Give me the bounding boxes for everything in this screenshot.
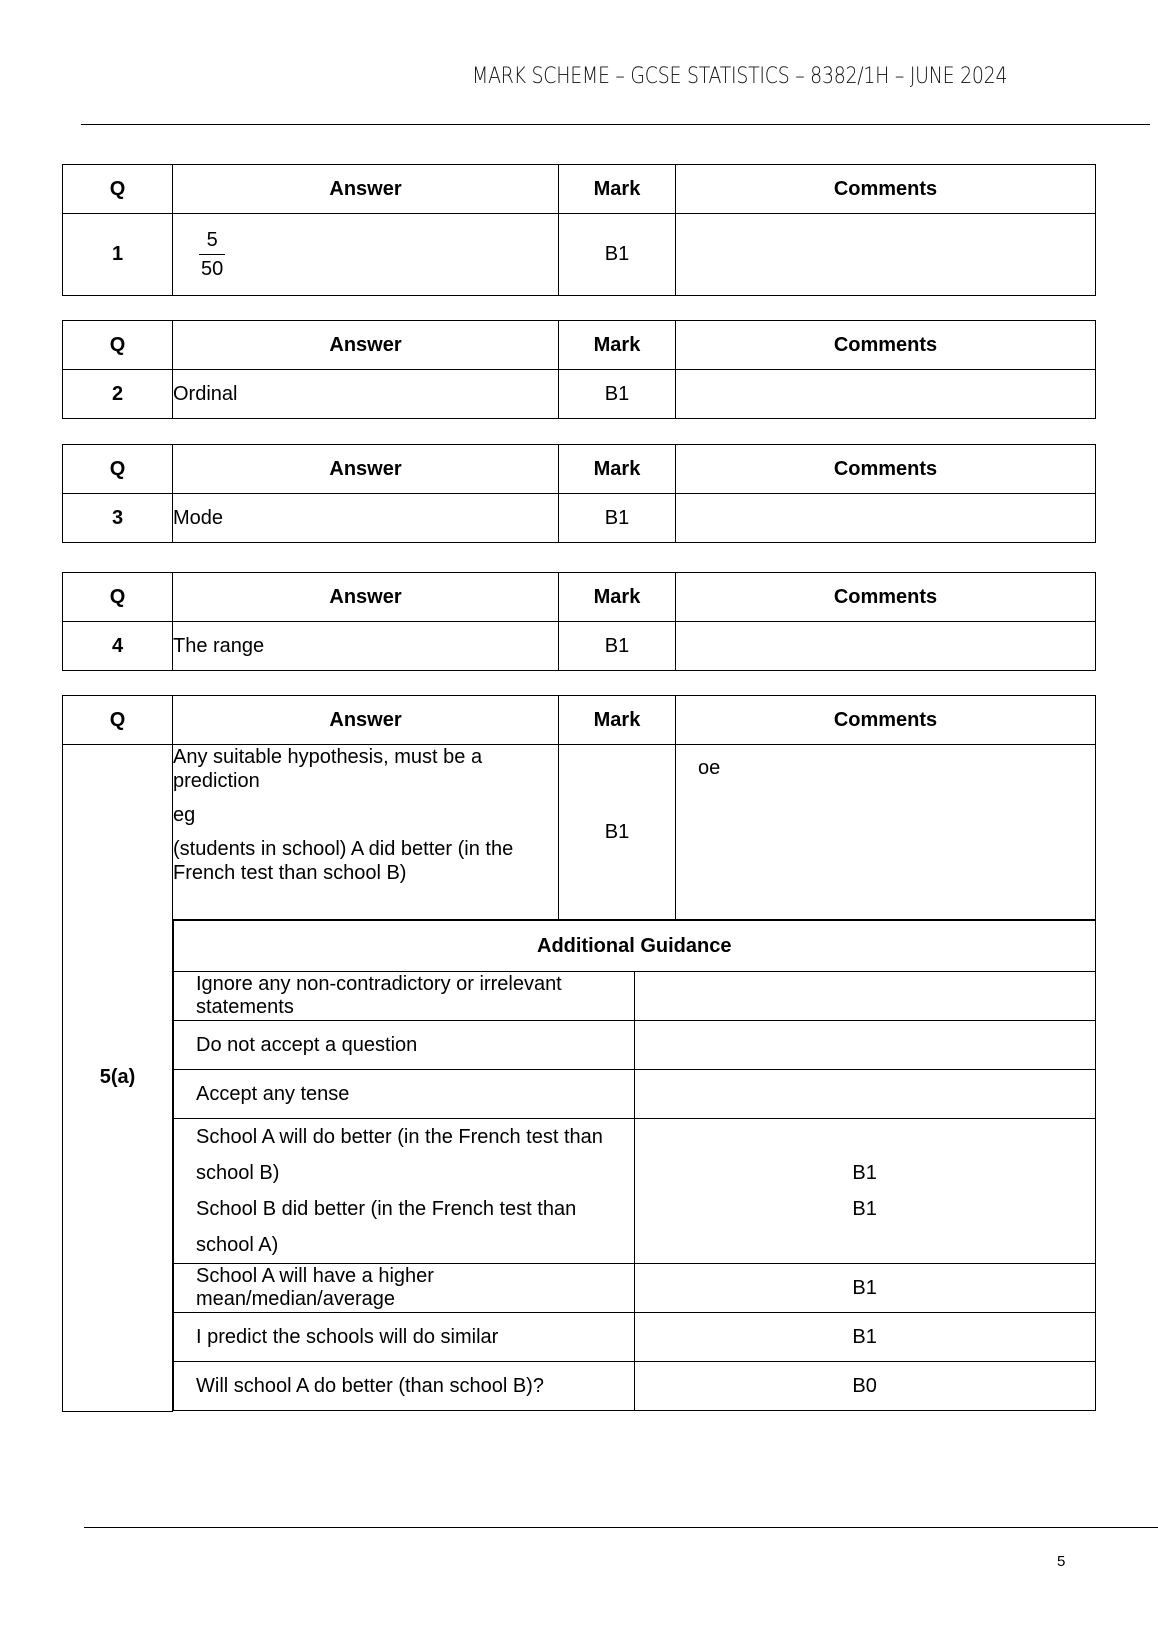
col-header-q: Q	[63, 573, 173, 622]
col-header-comments: Comments	[676, 321, 1096, 370]
answer-line: Any suitable hypothesis, must be a prediction	[173, 746, 483, 792]
col-header-mark: Mark	[559, 573, 676, 622]
col-header-comments: Comments	[676, 696, 1096, 745]
answer-line: (students in school) A did better (in the French test than school B)	[173, 838, 514, 884]
mark-cell: B1	[559, 745, 676, 920]
table-header-row	[63, 445, 1096, 494]
guidance-mark: B0	[634, 1362, 1095, 1411]
col-header-comments: Comments	[676, 445, 1096, 494]
answer-cell: Ordinal	[173, 370, 559, 419]
table-row	[63, 494, 1096, 543]
guidance-text: Ignore any non-contradictory or irrelevant statements	[174, 972, 635, 1021]
question-number: 3	[63, 494, 173, 543]
col-header-comments: Comments	[676, 573, 1096, 622]
page-number: 5	[1057, 1553, 1066, 1570]
comments-cell	[676, 622, 1096, 671]
col-header-answer: Answer	[173, 445, 559, 494]
guidance-mark: B1	[634, 1313, 1095, 1362]
col-header-q: Q	[63, 321, 173, 370]
fraction-numerator: 5	[199, 230, 225, 255]
answer-cell: The range	[173, 622, 559, 671]
mark-table-q5a	[62, 695, 1096, 1412]
guidance-item	[174, 1021, 1096, 1070]
guidance-item	[174, 1362, 1096, 1411]
table-row	[63, 622, 1096, 671]
col-header-answer: Answer	[173, 321, 559, 370]
mark-table-q2	[62, 320, 1096, 419]
col-header-mark: Mark	[559, 165, 676, 214]
question-number: 2	[63, 370, 173, 419]
guidance-text	[174, 1119, 635, 1264]
guidance-container	[173, 920, 1096, 1412]
col-header-answer: Answer	[173, 165, 559, 214]
guidance-mark	[634, 1119, 1095, 1264]
guidance-mark: B1	[634, 1264, 1095, 1313]
col-header-mark: Mark	[559, 445, 676, 494]
answer-fraction	[199, 230, 225, 279]
additional-guidance-title: Additional Guidance	[174, 921, 1096, 972]
guidance-text: Accept any tense	[174, 1070, 635, 1119]
guidance-mark	[634, 1021, 1095, 1070]
col-header-answer: Answer	[173, 573, 559, 622]
guidance-item	[174, 1313, 1096, 1362]
mark-cell: B1	[559, 622, 676, 671]
table-header-row	[63, 696, 1096, 745]
answer-cell: Mode	[173, 494, 559, 543]
table-row	[63, 370, 1096, 419]
col-header-mark: Mark	[559, 696, 676, 745]
guidance-item	[174, 972, 1096, 1021]
answer-line: eg	[173, 804, 196, 826]
table-header-row	[63, 165, 1096, 214]
col-header-mark: Mark	[559, 321, 676, 370]
question-number: 4	[63, 622, 173, 671]
col-header-q: Q	[63, 165, 173, 214]
mark-table-q1	[62, 164, 1096, 296]
guidance-item	[174, 1119, 1096, 1264]
guidance-mark	[634, 972, 1095, 1021]
col-header-comments: Comments	[676, 165, 1096, 214]
comments-cell	[676, 214, 1096, 296]
mark-cell: B1	[559, 494, 676, 543]
header-rule	[81, 124, 1150, 125]
guidance-text: Do not accept a question	[174, 1021, 635, 1070]
guidance-row	[63, 920, 1096, 1412]
guidance-text: Will school A do better (than school B)?	[174, 1362, 635, 1411]
guidance-mark	[634, 1070, 1095, 1119]
guidance-text: I predict the schools will do similar	[174, 1313, 635, 1362]
table-header-row	[63, 321, 1096, 370]
table-header-row	[63, 573, 1096, 622]
mark-cell: B1	[559, 214, 676, 296]
additional-guidance-table	[173, 920, 1096, 1411]
guidance-item	[174, 1264, 1096, 1313]
question-number: 1	[63, 214, 173, 296]
answer-cell	[173, 745, 559, 920]
col-header-q: Q	[63, 696, 173, 745]
fraction-denominator: 50	[201, 258, 224, 280]
guidance-line: School A will do better (in the French test than school B)	[196, 1126, 603, 1184]
comments-cell	[676, 494, 1096, 543]
mark-table-q4	[62, 572, 1096, 671]
mark-table-q3	[62, 444, 1096, 543]
comments-cell	[676, 370, 1096, 419]
comments-cell: oe	[676, 745, 1096, 920]
col-header-q: Q	[63, 445, 173, 494]
guidance-item	[174, 1070, 1096, 1119]
mark-cell: B1	[559, 370, 676, 419]
answer-cell	[173, 214, 559, 296]
question-number: 5(a)	[63, 745, 173, 1412]
guidance-mark-line: B1	[852, 1198, 877, 1220]
col-header-answer: Answer	[173, 696, 559, 745]
table-row	[63, 745, 1096, 920]
running-header-title: MARK SCHEME – GCSE STATISTICS – 8382/1H – JUNE 2024	[472, 64, 1008, 89]
table-row	[63, 214, 1096, 296]
guidance-text: School A will have a higher mean/median/average	[174, 1264, 635, 1313]
guidance-mark-line: B1	[852, 1162, 877, 1184]
guidance-line: School B did better (in the French test than school A)	[196, 1198, 577, 1256]
footer-rule	[84, 1527, 1158, 1528]
